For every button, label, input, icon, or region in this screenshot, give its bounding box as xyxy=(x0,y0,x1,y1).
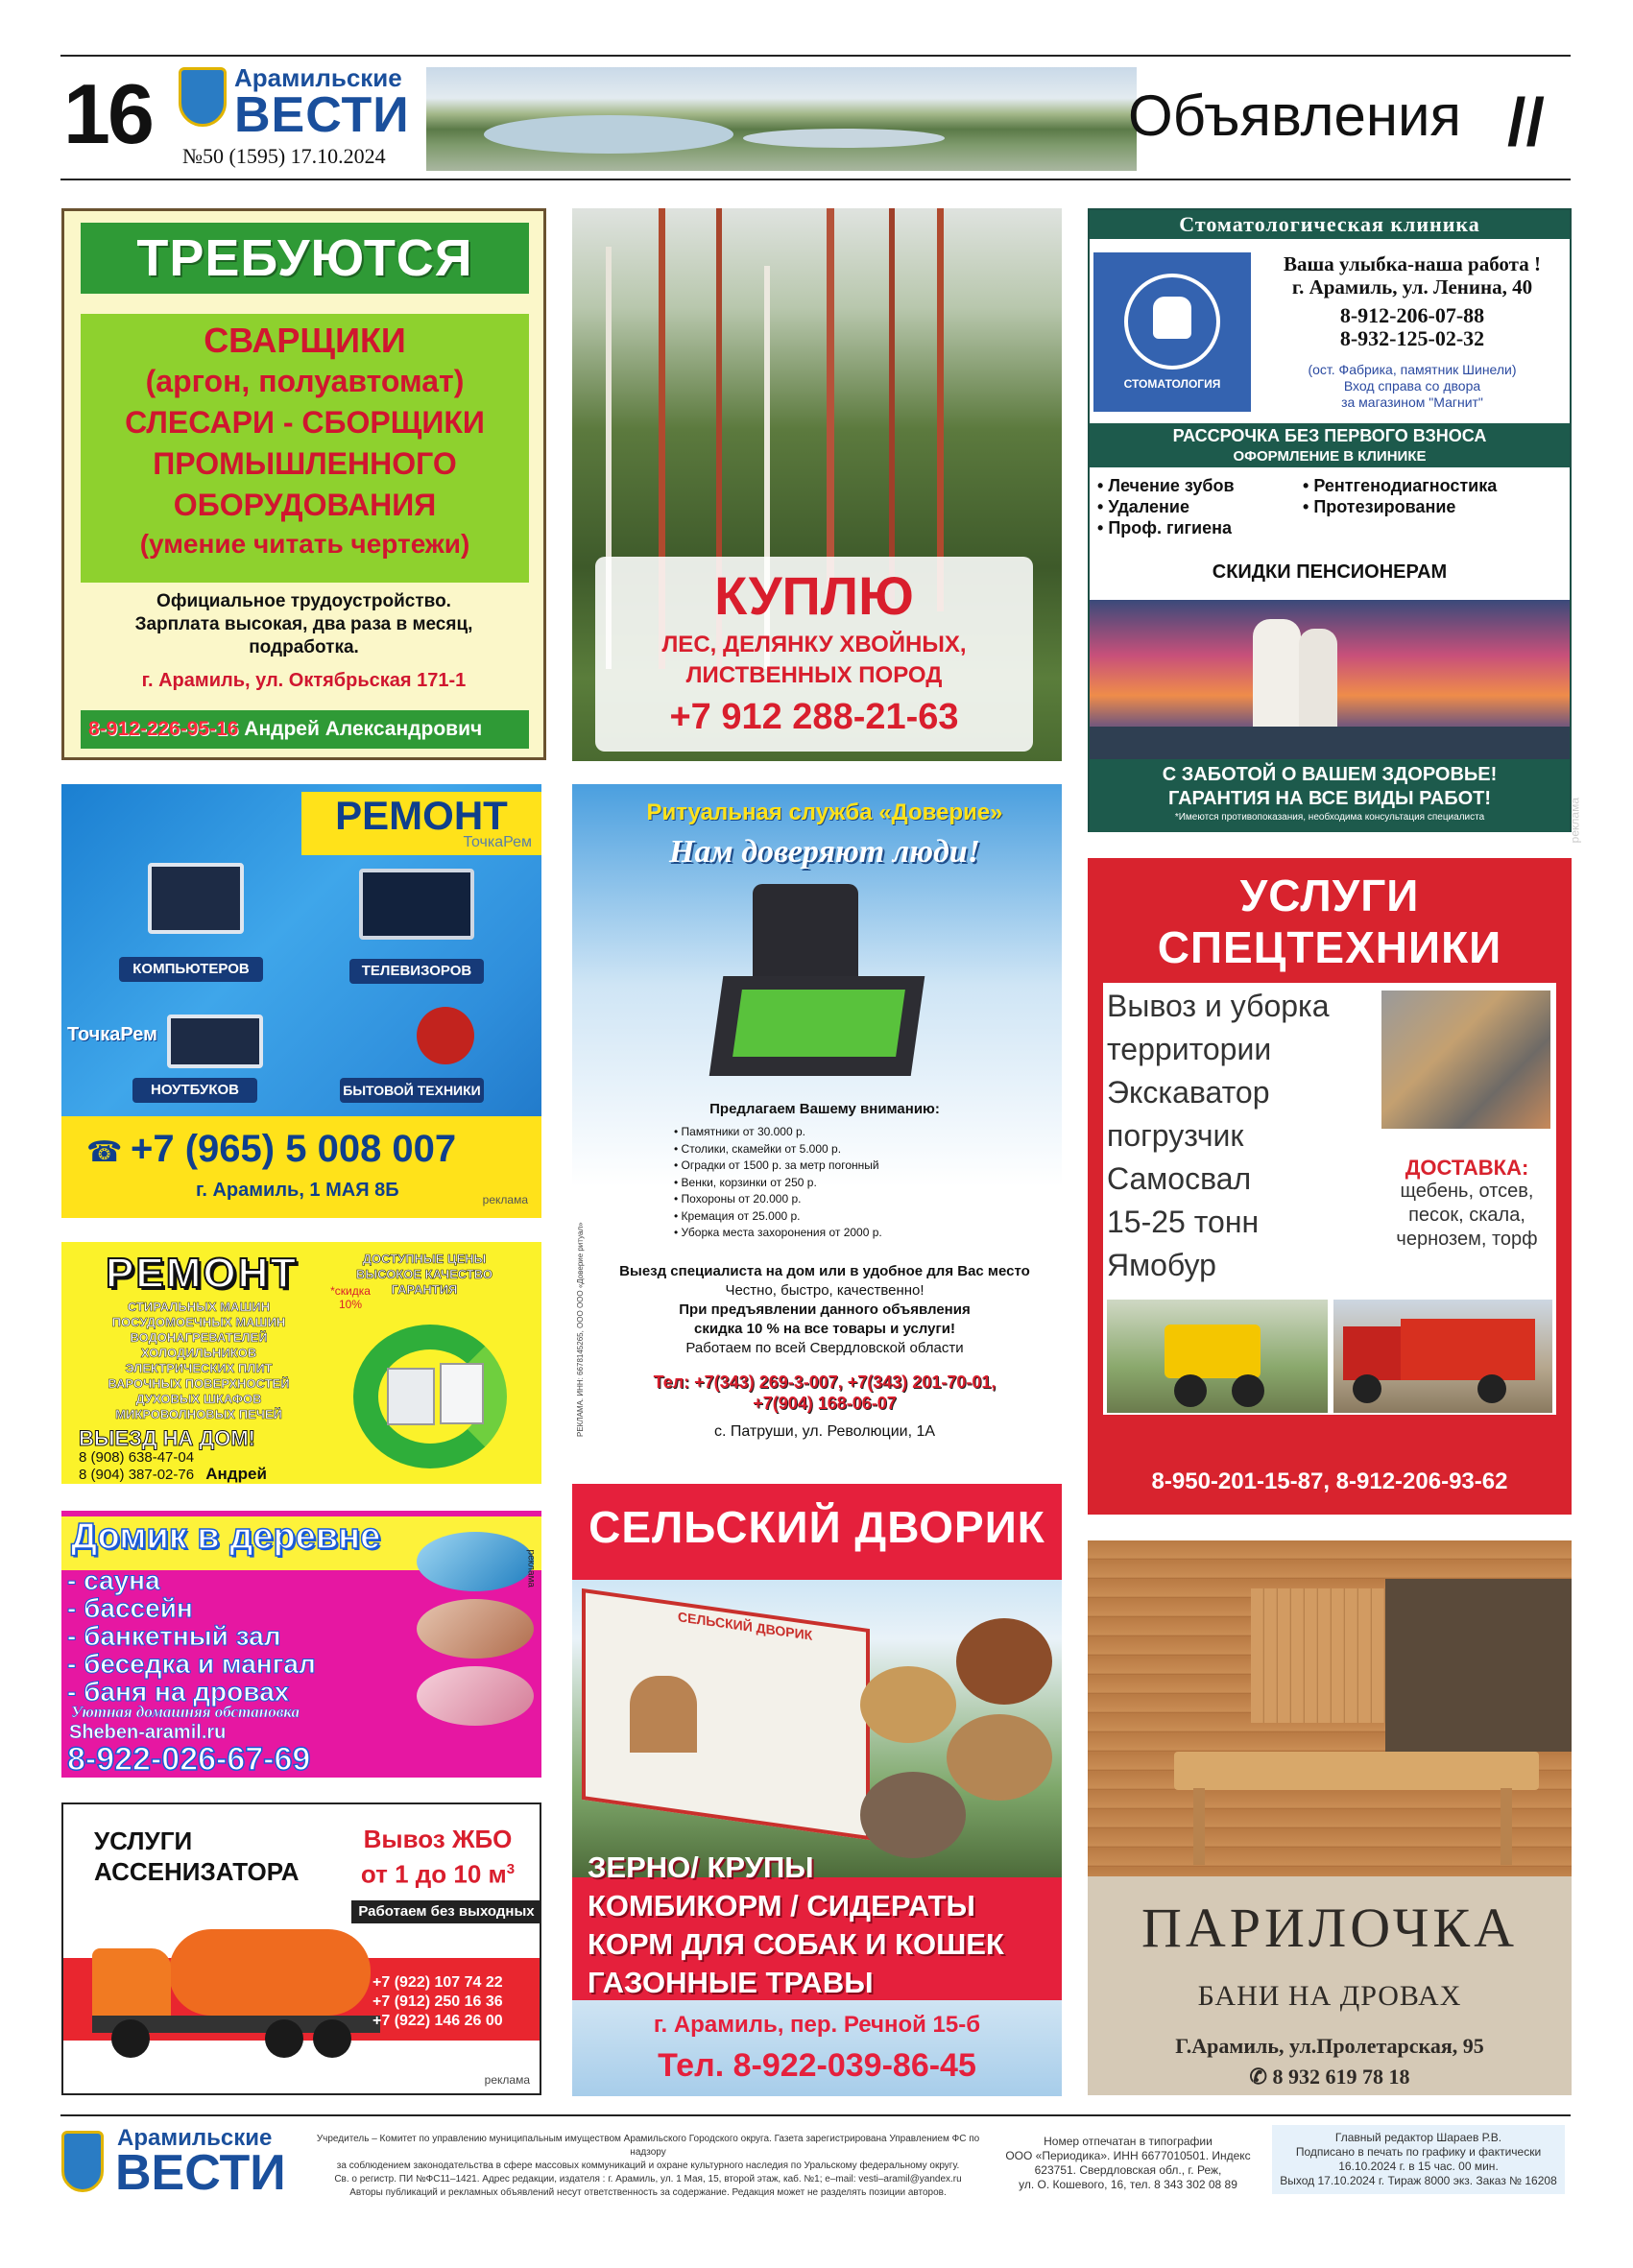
dental-footer-line: С ЗАБОТОЙ О ВАШЕМ ЗДОРОВЬЕ! xyxy=(1162,764,1498,785)
appliance-item: ВОДОНАГРЕВАТЕЛЕЙ xyxy=(130,1330,268,1345)
septic-volume: Вывоз ЖБО xyxy=(363,1825,513,1853)
special-service: Самосвал xyxy=(1107,1161,1252,1196)
yard-line: ЗЕРНО/ КРУПЫ xyxy=(588,1850,814,1884)
septic-badge: Работаем без выходных xyxy=(351,1900,541,1923)
repair-pc-item: ТЕЛЕВИЗОРОВ xyxy=(349,959,484,984)
septic-phone: +7 (922) 146 26 00 xyxy=(372,2013,503,2029)
appliance-badge: ВЫСОКОЕ КАЧЕСТВО xyxy=(356,1267,492,1281)
repair-pc-address: г. Арамиль, 1 МАЯ 8Б xyxy=(196,1180,399,1201)
footer-text: Подписано в печать по графику и фактически xyxy=(1295,2145,1542,2159)
dental-header: Стоматологическая клиника xyxy=(1090,210,1570,239)
sauna-subtitle: БАНИ НА ДРОВАХ xyxy=(1197,1980,1462,2012)
village-item: - бассейн xyxy=(67,1593,193,1623)
welders-info: Официальное трудоустройство. xyxy=(156,591,451,611)
dental-slogan: Ваша улыбка-наша работа ! xyxy=(1284,252,1541,275)
footer-logo-small: Арамильские xyxy=(117,2125,273,2151)
ritual-phones: +7(904) 168-06-07 xyxy=(753,1394,897,1413)
footer-text: Св. о регистр. ПИ №ФС11–1421. Адрес редакции, издателя : г. Арамиль, ул. 1 Мая, 15, второй этаж, каб. №1; e–mail: vesti–aramil@yandex.ru xyxy=(334,2174,962,2184)
page-number: 16 xyxy=(63,66,152,161)
special-service: Вывоз и уборка xyxy=(1107,989,1330,1023)
special-services-panel xyxy=(1103,983,1556,1415)
ritual-item-label: Похороны от 20.000 р. xyxy=(681,1192,802,1206)
appliance-item: ПОСУДОМОЕЧНЫХ МАШИН xyxy=(111,1315,286,1329)
footer-text: Авторы публикаций и рекламных объявлений несут ответственность за содержание. Редакция может не разделять позиции авторов. xyxy=(349,2187,947,2198)
ad-ritual xyxy=(572,784,1062,1455)
special-delivery-item: чернозем, торф xyxy=(1396,1229,1538,1250)
appliance-item: ЭЛЕКТРИЧЕСКИХ ПЛИТ xyxy=(125,1361,273,1375)
village-item: - сауна xyxy=(67,1565,160,1595)
footer-printing-info xyxy=(998,2135,1258,2192)
forest-line: ЛЕС, ДЕЛЯНКУ ХВОЙНЫХ, xyxy=(661,632,967,657)
dental-installment-banner xyxy=(1090,423,1570,467)
ad-septic xyxy=(61,1802,541,2095)
special-service: Ямобур xyxy=(1107,1248,1216,1282)
dental-banner-line: ОФОРМЛЕНИЕ В КЛИНИКЕ xyxy=(1233,448,1427,465)
ad-forest-buy xyxy=(572,208,1062,761)
ritual-offer-title: Предлагаем Вашему вниманию: xyxy=(709,1101,940,1117)
septic-phone: +7 (922) 107 74 22 xyxy=(372,1974,503,1991)
ad-label: реклама xyxy=(525,1549,536,1588)
forest-phone: +7 912 288-21-63 xyxy=(669,697,959,737)
dental-service-label: Проф. гигиена xyxy=(1108,518,1233,537)
coat-of-arms-icon xyxy=(61,2131,104,2192)
ritual-item-label: Кремация от 25.000 р. xyxy=(681,1208,801,1223)
dental-footer-line: ГАРАНТИЯ НА ВСЕ ВИДЫ РАБОТ! xyxy=(1167,788,1491,809)
welders-line: (аргон, полуавтомат) xyxy=(145,364,465,398)
ritual-item: • Кремация от 25.000 р. xyxy=(674,1208,801,1223)
ritual-address: с. Патруши, ул. Революции, 1А xyxy=(713,1423,936,1440)
septic-title: УСЛУГИ xyxy=(94,1826,193,1855)
repair-pc-brand-alt: ТочкаРем xyxy=(67,1024,157,1045)
ritual-item: • Оградки от 1500 р. за метр погонный xyxy=(674,1158,879,1172)
ritual-side-note: РЕКЛАМА. ИНН: 6678145265, ООО ООО «Доверие ритуал» xyxy=(576,1222,585,1437)
forest-text-box xyxy=(595,557,1033,752)
vacuum-icon xyxy=(417,1007,474,1064)
footer-text: Главный редактор Шараев Р.В. xyxy=(1334,2131,1502,2144)
dental-discount: СКИДКИ ПЕНСИОНЕРАМ xyxy=(1212,561,1448,583)
phone-icon: ☎ xyxy=(86,1136,123,1168)
ritual-item-label: Оградки от 1500 р. за метр погонный xyxy=(681,1158,879,1172)
yard-shop-sign: СЕЛЬСКИЙ ДВОРИК xyxy=(678,1609,813,1643)
section-title: Объявления xyxy=(1128,84,1462,148)
footer-editor-info xyxy=(1272,2125,1565,2194)
ad-dental-clinic xyxy=(1088,208,1581,844)
recycle-icon xyxy=(334,1315,526,1478)
welders-contact-bar xyxy=(81,710,529,749)
dental-service-label: Удаление xyxy=(1108,497,1189,516)
forest-title: КУПЛЮ xyxy=(714,565,914,626)
welders-phone: 8-912-226-95-16 xyxy=(88,718,239,740)
appliance-item: ДУХОВЫХ ШКАФОВ xyxy=(135,1392,262,1406)
dental-banner-line: РАССРОЧКА БЕЗ ПЕРВОГО ВЗНОСА xyxy=(1172,426,1487,445)
dental-note: (ост. Фабрика, памятник Шинели) xyxy=(1308,362,1517,377)
dental-service: • Лечение зубов xyxy=(1097,476,1235,495)
appliance-item: МИКРОВОЛНОВЫХ ПЕЧЕЙ xyxy=(115,1407,282,1421)
dental-note: Вход справа со двора xyxy=(1343,378,1481,394)
ritual-line: Честно, быстро, качественно! xyxy=(725,1282,925,1299)
welders-line: ПРОМЫШЛЕННОГО xyxy=(153,446,457,481)
footer-logo xyxy=(61,2123,286,2202)
gravel-image xyxy=(1381,991,1550,1129)
ad-repair-pc xyxy=(61,784,541,1218)
ritual-item: • Венки, корзинки от 250 р. xyxy=(674,1175,817,1189)
special-delivery-item: щебень, отсев, xyxy=(1400,1181,1534,1202)
sauna-phone: 8 932 619 78 18 xyxy=(1272,2065,1410,2089)
yard-phone: Тел. 8-922-039-86-45 xyxy=(658,2047,976,2084)
ad-special-machinery xyxy=(1088,858,1572,1515)
laptop-icon xyxy=(167,1015,263,1068)
repair-pc-item: БЫТОВОЙ ТЕХНИКИ xyxy=(340,1078,484,1103)
appliance-item: ХОЛОДИЛЬНИКОВ xyxy=(140,1346,257,1360)
special-title: СПЕЦТЕХНИКИ xyxy=(1157,922,1502,972)
welders-positions xyxy=(81,314,529,583)
welders-address: г. Арамиль, ул. Октябрьская 171-1 xyxy=(141,670,467,691)
ritual-phones: Тел: +7(343) 269-3-007, +7(343) 201-70-01, xyxy=(653,1373,997,1392)
ritual-item-label: Венки, корзинки от 250 р. xyxy=(681,1175,817,1189)
issue-number: №50 (1595) 17.10.2024 xyxy=(182,144,386,168)
appliance-item: ВАРОЧНЫХ ПОВЕРХНОСТЕЙ xyxy=(108,1376,290,1391)
village-title: Домик в деревне xyxy=(71,1516,381,1557)
village-item: - беседка и мангал xyxy=(67,1649,316,1679)
ad-label: реклама xyxy=(482,1193,528,1206)
yard-line: КОРМ ДЛЯ СОБАК И КОШЕК xyxy=(588,1927,1004,1961)
dental-footer-note: *Имеются противопоказания, необходима консультация специалиста xyxy=(1174,812,1485,823)
footer-text: за соблюдением законодательства в сфере массовых коммуникаций и охране культурного наследия по Уральскому федеральному округу. xyxy=(336,2161,960,2171)
dental-phone: 8-912-206-07-88 xyxy=(1339,303,1485,327)
yard-line: КОМБИКОРМ / СИДЕРАТЫ xyxy=(588,1889,975,1922)
yard-title: СЕЛЬСКИЙ ДВОРИК xyxy=(588,1502,1045,1552)
ritual-item: • Уборка места захоронения от 2000 р. xyxy=(674,1226,882,1239)
windmill-icon xyxy=(630,1676,697,1753)
section-slash-icon: // xyxy=(1507,84,1545,159)
dental-logo xyxy=(1093,252,1251,412)
special-service: Экскаватор xyxy=(1107,1075,1270,1110)
dental-service-label: Протезирование xyxy=(1313,497,1456,516)
room-photo xyxy=(417,1666,534,1726)
special-title: УСЛУГИ xyxy=(1239,871,1420,920)
septic-title: АССЕНИЗАТОРА xyxy=(94,1857,300,1886)
special-delivery-item: песок, скала, xyxy=(1408,1205,1525,1226)
dental-monument-photo xyxy=(1090,600,1570,759)
footer-founder-info xyxy=(307,2133,989,2200)
ad-village-house xyxy=(61,1511,541,1778)
septic-phone: +7 (912) 250 16 36 xyxy=(372,1993,503,2010)
ritual-line: скидка 10 % на все товары и услуги! xyxy=(694,1321,955,1337)
pool-photo xyxy=(417,1532,534,1591)
special-phones: 8-950-201-15-87, 8-912-206-93-62 xyxy=(1151,1468,1508,1494)
footer-text: 623751. Свердловская обл., г. Реж, xyxy=(1034,2163,1222,2177)
welders-line: ОБОРУДОВАНИЯ xyxy=(173,488,437,522)
appliance-phone-row xyxy=(79,1466,328,1483)
appliance-discount: 10% xyxy=(338,1298,363,1311)
appliance-badge: ГАРАНТИЯ xyxy=(391,1282,458,1297)
septic-volume-unit: 3 xyxy=(506,1861,516,1877)
repair-pc-title: РЕМОНТ xyxy=(335,793,508,838)
appliance-phone: 8 (908) 638-47-04 xyxy=(79,1449,195,1466)
ad-appliance-repair xyxy=(61,1242,541,1484)
ritual-item-label: Столики, скамейки от 5.000 р. xyxy=(681,1141,842,1156)
repair-pc-item: КОМПЬЮТЕРОВ xyxy=(119,957,263,982)
welders-line: СЛЕСАРИ - СБОРЩИКИ xyxy=(125,405,485,440)
welders-line: (умение читать чертежи) xyxy=(139,529,470,559)
logo-title-small: Арамильские xyxy=(234,63,402,92)
dental-service-label: Лечение зубов xyxy=(1108,476,1235,495)
septic-truck-image xyxy=(92,1920,390,2064)
appliance-title: РЕМОНТ xyxy=(106,1250,299,1297)
footer-text: 16.10.2024 г. в 15 час. 00 мин. xyxy=(1338,2160,1499,2173)
special-service: погрузчик xyxy=(1107,1118,1244,1153)
dental-service: • Рентгенодиагностика xyxy=(1303,476,1498,495)
ritual-slogan: Нам доверяют люди! xyxy=(668,834,981,870)
appliance-visit: ВЫЕЗД НА ДОМ! xyxy=(79,1426,255,1450)
repair-pc-phone: +7 (965) 5 008 007 xyxy=(131,1128,457,1170)
repair-pc-bottom xyxy=(61,1116,541,1218)
yard-shop-photo xyxy=(572,1580,1062,1877)
village-item: - банкетный зал xyxy=(67,1621,281,1651)
forest-line: ЛИСТВЕННЫХ ПОРОД xyxy=(685,662,943,688)
repair-pc-item: НОУТБУКОВ xyxy=(132,1078,257,1103)
ad-village-yard xyxy=(572,1484,1062,2096)
header-landscape-photo xyxy=(426,67,1137,171)
sauna-phone-row xyxy=(1088,2065,1572,2089)
ritual-line: Работаем по всей Свердловской области xyxy=(685,1340,964,1356)
dental-service: • Удаление xyxy=(1097,497,1189,516)
dental-address: г. Арамиль, ул. Ленина, 40 xyxy=(1291,275,1533,298)
hall-photo xyxy=(417,1599,534,1659)
welders-info: Зарплата высокая, два раза в месяц, xyxy=(134,614,473,634)
footer-text: Выход 17.10.2024 г. Тираж 8000 экз. Заказ № 16208 xyxy=(1280,2174,1557,2187)
welders-contact: Андрей Александрович xyxy=(244,718,483,740)
ad-label: реклама xyxy=(1568,798,1581,844)
ritual-item-label: Уборка места захоронения от 2000 р. xyxy=(681,1226,882,1239)
welders-info: подработка. xyxy=(249,637,359,657)
septic-volume: от 1 до 10 м xyxy=(360,1859,507,1889)
dental-phone: 8-932-125-02-32 xyxy=(1339,326,1485,350)
yard-address: г. Арамиль, пер. Речной 15-б xyxy=(653,2012,981,2038)
header-logo xyxy=(179,63,419,167)
dump-truck-image xyxy=(1333,1300,1552,1413)
footer-text: Номер отпечатан в типографии xyxy=(1044,2135,1213,2148)
appliance-item: СТИРАЛЬНЫХ МАШИН xyxy=(127,1300,271,1314)
ad-sauna xyxy=(1088,1540,1572,2095)
welders-title: ТРЕБУЮТСЯ xyxy=(81,223,529,294)
repair-pc-title-box xyxy=(301,792,541,855)
dental-logo-text: СТОМАТОЛОГИЯ xyxy=(1123,377,1221,391)
footer-text: ООО «Периодика». ИНН 6677010501. Индекс xyxy=(1005,2149,1251,2162)
yard-line: ГАЗОННЫЕ ТРАВЫ xyxy=(588,1966,874,1999)
yard-contact-panel xyxy=(572,2000,1062,2096)
welders-line: СВАРЩИКИ xyxy=(204,321,406,360)
excavator-image xyxy=(1107,1300,1328,1413)
village-phone: 8-922-026-67-69 xyxy=(67,1741,311,1778)
village-site: Sheben-aramil.ru xyxy=(69,1722,227,1743)
dental-service: • Проф. гигиена xyxy=(1097,518,1233,537)
footer-logo-title: ВЕСТИ xyxy=(115,2145,286,2201)
repair-pc-brand: ТочкаРем xyxy=(463,834,532,850)
ad-welders xyxy=(61,208,546,760)
ritual-item: • Памятники от 30.000 р. xyxy=(674,1125,805,1138)
footer-text: ул. О. Кошевого, 16, тел. 8 343 302 08 89 xyxy=(1019,2178,1237,2191)
ritual-line: Выезд специалиста на дом или в удобное для Вас место xyxy=(619,1263,1030,1279)
appliance-badge: ДОСТУПНЫЕ ЦЕНЫ xyxy=(362,1252,487,1266)
dental-service: • Протезирование xyxy=(1303,497,1456,516)
dental-note: за магазином "Магнит" xyxy=(1341,394,1483,410)
sauna-title: ПАРИЛОЧКА xyxy=(1141,1897,1518,1959)
footer-text: Учредитель – Комитет по управлению муниципальным имуществом Арамильского Городского округа. Газета зарегистрирована Управлением ФС по надзору xyxy=(316,2134,980,2158)
village-item: - баня на дровах xyxy=(67,1677,290,1707)
septic-volume-row xyxy=(342,1854,534,1890)
ad-label: реклама xyxy=(484,2073,530,2087)
appliance-discount: *скидка xyxy=(330,1284,371,1298)
ritual-item-label: Памятники от 30.000 р. xyxy=(681,1125,805,1138)
village-tagline: Уютная домашняя обстановка xyxy=(71,1703,300,1721)
coat-of-arms-icon xyxy=(179,67,227,127)
ritual-line: При предъявлении данного объявления xyxy=(679,1301,971,1318)
tv-icon xyxy=(359,869,474,940)
logo-title: ВЕСТИ xyxy=(234,87,410,143)
appliance-contact: Андрей xyxy=(205,1465,267,1483)
special-delivery-title: ДОСТАВКА: xyxy=(1405,1156,1529,1180)
ritual-title: Ритуальная служба «Доверие» xyxy=(646,800,1003,825)
sauna-address: Г.Арамиль, ул.Пролетарская, 95 xyxy=(1175,2034,1484,2058)
appliance-phone: 8 (904) 387-02-76 xyxy=(79,1467,195,1483)
ritual-item: • Столики, скамейки от 5.000 р. xyxy=(674,1141,842,1156)
phone-icon: ✆ xyxy=(1249,2065,1267,2089)
ritual-item: • Похороны от 20.000 р. xyxy=(674,1192,802,1206)
special-service: 15-25 тонн xyxy=(1107,1205,1260,1239)
dental-service-label: Рентгенодиагностика xyxy=(1313,476,1498,495)
sauna-photo xyxy=(1088,1540,1572,1876)
computer-icon xyxy=(148,863,244,934)
special-service: территории xyxy=(1107,1032,1272,1066)
monument-image xyxy=(716,884,918,1095)
